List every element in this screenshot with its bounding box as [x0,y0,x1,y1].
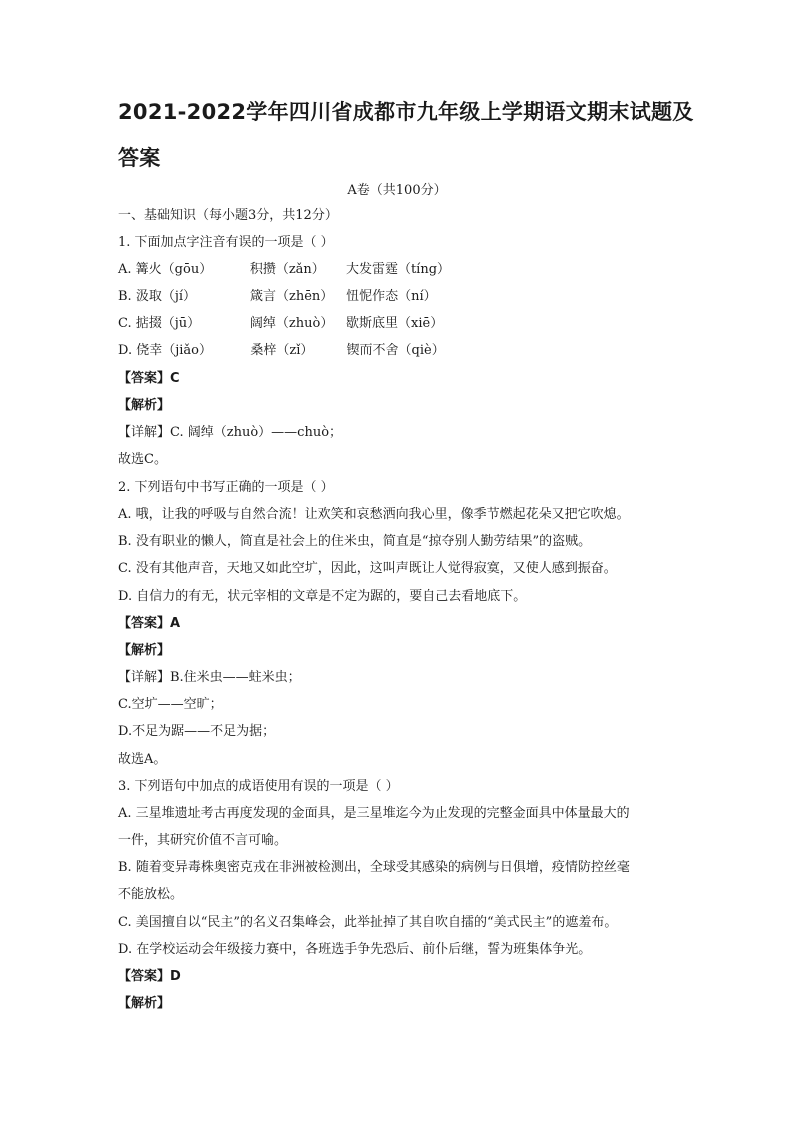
q2-detail-3: D.不足为踞——不足为据； [118,724,276,739]
q2-stem: 2. 下列语句中书写正确的一项是（ ） [118,480,334,495]
q1-option-a [118,262,450,278]
option-letter: A. [118,262,132,277]
option-word: 掂掇（jū） [135,316,201,331]
q2-conclusion: 故选A。 [118,752,167,767]
q2-detail-2: C.空圹——空旷； [118,697,223,712]
q3-option-a-line-1: A. 三星堆遗址考古再度发现的金面具，是三星堆迄今为止发现的完整金面具中体量最大的 [118,806,630,821]
paper-subtitle: A卷（共100分） [347,183,447,198]
q3-option-c: C. 美国擅自以“民主”的名义召集峰会，此举扯掉了其自吹自擂的“美式民主”的遮羞布。 [118,915,618,930]
option-letter: B. [118,289,132,304]
q1-option-c [118,316,443,332]
option-word: 积攒（zǎn） [249,262,325,277]
option-word: 锲而不舍（qiè） [346,343,445,358]
q1-option-b [118,289,437,305]
q2-answer: 【答案】A [118,616,181,631]
q2-detail: 【详解】B.住米虫——蛀米虫； [118,670,301,685]
option-word: 忸怩作态（ní） [346,289,437,304]
option-word: 大发雷霆（tíng） [345,262,451,277]
q1-stem: 1. 下面加点字注音有误的一项是（ ） [118,235,334,250]
section-heading: 一、基础知识（每小题3分，共12分） [118,208,338,223]
q3-option-b-line-2: 不能放松。 [118,887,184,902]
q1-option-d [118,343,445,359]
option-word: 歇斯底里（xiē） [346,316,444,331]
option-word: 汲取（jí） [135,289,197,304]
q2-option-b: B. 没有职业的懒人，简直是社会上的住米虫，简直是“掠夺别人勤劳结果”的盗贼。 [118,534,592,549]
option-letter: D. [118,343,133,358]
option-letter: C. [118,316,132,331]
q1-conclusion: 故选C。 [118,452,167,467]
option-word: 桑梓（zǐ） [250,343,314,358]
q3-answer: 【答案】D [118,969,181,984]
q2-option-c: C. 没有其他声音，天地又如此空圹，因此，这叫声既让人觉得寂寞，又使人感到振奋。 [118,561,617,576]
q3-stem: 3. 下列语句中加点的成语使用有误的一项是（ ） [118,779,399,794]
document-title-line-2: 答案 [118,146,161,170]
q2-option-a: A. 哦，让我的呼吸与自然合流！让欢笑和哀愁洒向我心里，像季节燃起花朵又把它吹熄。 [118,507,630,522]
option-word: 篝火（gōu） [135,262,213,277]
q3-option-d: D. 在学校运动会年级接力赛中，各班选手争先恐后、前仆后继，誓为班集体争光。 [118,942,592,957]
q3-option-a-line-2: 一件，其研究价值不言可喻。 [118,833,288,848]
q1-analysis-label: 【解析】 [118,398,171,413]
q3-option-b-line-1: B. 随着变异毒株奥密克戎在非洲被检测出，全球受其感染的病例与日俱增，疫情防控丝毫 [118,860,630,875]
q2-option-d: D. 自信力的有无，状元宰相的文章是不定为踞的，要自己去看地底下。 [118,589,527,604]
option-word: 侥幸（jiǎo） [136,343,213,358]
document-title-line-1: 2021-2022学年四川省成都市九年级上学期语文期末试题及 [118,100,694,124]
option-word: 箴言（zhēn） [249,289,334,304]
q1-detail: 【详解】C. 阔绰（zhuò）——chuò； [118,425,343,440]
q2-analysis-label: 【解析】 [118,643,171,658]
q1-answer: 【答案】C [118,371,180,386]
option-word: 阔绰（zhuò） [249,316,334,331]
q3-analysis-label: 【解析】 [118,996,171,1011]
